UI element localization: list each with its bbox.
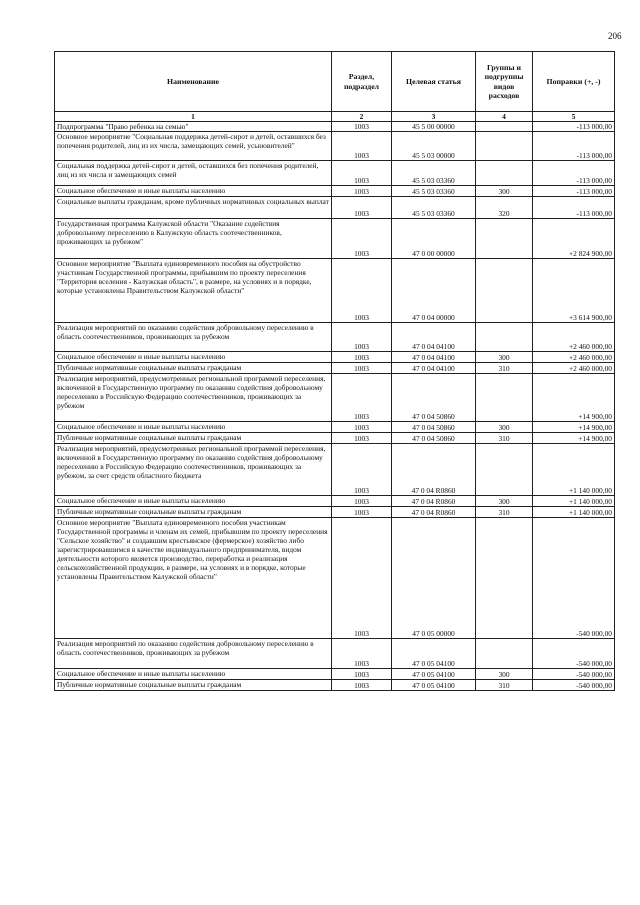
row-amendment: +1 140 000,00 — [533, 496, 615, 507]
row-section: 1003 — [332, 518, 392, 639]
row-article: 47 0 05 04100 — [392, 669, 476, 680]
row-section: 1003 — [332, 186, 392, 197]
row-section: 1003 — [332, 323, 392, 352]
table-row — [55, 496, 615, 507]
row-section: 1003 — [332, 197, 392, 219]
row-amendment: -540 000,00 — [533, 639, 615, 669]
row-name: Социальная поддержка детей-сирот и детей, оставшихся без попечения родителей, лиц из их числа и замещающих семей — [55, 161, 332, 186]
row-article: 45 5 03 03360 — [392, 161, 476, 186]
row-group — [476, 122, 533, 132]
row-amendment: +14 900,00 — [533, 433, 615, 444]
row-amendment: -113 000,00 — [533, 161, 615, 186]
table-row — [55, 374, 615, 422]
row-name: Реализация мероприятий по оказанию содействия добровольному переселению в область соотечественников, проживающих за рубежом — [55, 639, 332, 669]
row-amendment: -113 000,00 — [533, 122, 615, 132]
row-article: 47 0 04 50860 — [392, 422, 476, 433]
row-article: 45 5 03 00000 — [392, 132, 476, 161]
row-group — [476, 639, 533, 669]
row-article: 45 5 03 03360 — [392, 197, 476, 219]
row-name: Социальное обеспечение и иные выплаты населению — [55, 496, 332, 507]
row-name: Основное мероприятие "Выплата единовременного пособия участникам Государственной программы и членам их семей, прибывшим по проекту переселения "Сельское хозяйство" и создавшим крестьянское (фермерское) хозяйство либо зарегистрировавшимся в качестве индивидуального предпринимателя, видом деятельности которого является производство, переработка и реализация сельскохозяйственной продукции, в размере, на условиях и в порядке, которые установлены Правительством Калужской области" — [55, 518, 332, 639]
row-name: Публичные нормативные социальные выплаты гражданам — [55, 433, 332, 444]
row-amendment: +2 460 000,00 — [533, 363, 615, 374]
row-amendment: -540 000,00 — [533, 680, 615, 691]
row-group: 310 — [476, 680, 533, 691]
row-group: 300 — [476, 669, 533, 680]
row-name: Основное мероприятие "Социальная поддержка детей-сирот и детей, оставшихся без попечения родителей, лиц из их числа, замещающих семей, усыновителей" — [55, 132, 332, 161]
row-section: 1003 — [332, 433, 392, 444]
row-article: 47 0 04 R0860 — [392, 496, 476, 507]
row-article: 47 0 04 04100 — [392, 363, 476, 374]
row-section: 1003 — [332, 259, 392, 323]
header-section: Раздел, подраздел — [332, 52, 392, 112]
row-amendment: -113 000,00 — [533, 197, 615, 219]
column-number: 1 — [55, 112, 332, 122]
header-groups: Группы и подгруппы видов расходов — [476, 52, 533, 112]
row-article: 47 0 04 50860 — [392, 374, 476, 422]
row-section: 1003 — [332, 422, 392, 433]
table-row — [55, 259, 615, 323]
table-row — [55, 132, 615, 161]
row-section: 1003 — [332, 639, 392, 669]
row-name: Публичные нормативные социальные выплаты гражданам — [55, 680, 332, 691]
table-row — [55, 219, 615, 259]
row-article: 47 0 05 04100 — [392, 639, 476, 669]
table-row — [55, 122, 615, 132]
row-group — [476, 132, 533, 161]
table-row — [55, 197, 615, 219]
row-amendment: -113 000,00 — [533, 132, 615, 161]
table-row — [55, 433, 615, 444]
row-section: 1003 — [332, 363, 392, 374]
column-number: 2 — [332, 112, 392, 122]
table-body — [55, 122, 615, 691]
column-number: 3 — [392, 112, 476, 122]
row-amendment: +14 900,00 — [533, 374, 615, 422]
row-article: 47 0 04 R0860 — [392, 444, 476, 496]
header-amendments: Поправки (+, -) — [533, 52, 615, 112]
table-row — [55, 669, 615, 680]
row-group — [476, 518, 533, 639]
row-article: 47 0 00 00000 — [392, 219, 476, 259]
row-name: Публичные нормативные социальные выплаты гражданам — [55, 507, 332, 518]
row-group: 300 — [476, 496, 533, 507]
row-group: 310 — [476, 433, 533, 444]
row-article: 47 0 04 R0860 — [392, 507, 476, 518]
row-article: 47 0 05 04100 — [392, 680, 476, 691]
page-number: 206 — [608, 31, 622, 41]
row-name: Реализация мероприятий по оказанию содействия добровольному переселению в область соотечественников, проживающих за рубежом — [55, 323, 332, 352]
column-number: 4 — [476, 112, 533, 122]
row-name: Основное мероприятие "Выплата единовременного пособия на обустройство участникам Государственной программы, прибывшим по проекту переселения "Территория вселения - Калужская область", в размере, на условиях и в порядке, которые установлены Правительством Калужской области" — [55, 259, 332, 323]
row-section: 1003 — [332, 444, 392, 496]
row-section: 1003 — [332, 680, 392, 691]
row-amendment: -540 000,00 — [533, 518, 615, 639]
row-group — [476, 323, 533, 352]
table-row — [55, 518, 615, 639]
row-section: 1003 — [332, 161, 392, 186]
row-article: 47 0 05 00000 — [392, 518, 476, 639]
row-article: 47 0 04 04100 — [392, 323, 476, 352]
row-group: 320 — [476, 197, 533, 219]
row-group — [476, 259, 533, 323]
row-name: Социальное обеспечение и иные выплаты населению — [55, 352, 332, 363]
row-group: 300 — [476, 352, 533, 363]
row-amendment: +2 824 900,00 — [533, 219, 615, 259]
table-row — [55, 444, 615, 496]
table-row — [55, 639, 615, 669]
row-group: 310 — [476, 363, 533, 374]
row-section: 1003 — [332, 496, 392, 507]
table-row — [55, 352, 615, 363]
row-section: 1003 — [332, 669, 392, 680]
row-name: Реализация мероприятий, предусмотренных региональной программой переселения, включенной в Государственную программу по оказанию содействия добровольному переселению в Российскую Федерацию соотечественников, проживающих за рубежом, за счет средств областного бюджета — [55, 444, 332, 496]
row-article: 45 5 00 00000 — [392, 122, 476, 132]
row-name: Подпрограмма "Право ребенка на семью" — [55, 122, 332, 132]
row-section: 1003 — [332, 122, 392, 132]
table-row — [55, 323, 615, 352]
row-section: 1003 — [332, 352, 392, 363]
row-group — [476, 219, 533, 259]
row-amendment: -540 000,00 — [533, 669, 615, 680]
row-name: Социальное обеспечение и иные выплаты населению — [55, 186, 332, 197]
row-section: 1003 — [332, 374, 392, 422]
row-name: Социальные выплаты гражданам, кроме публичных нормативных социальных выплат — [55, 197, 332, 219]
row-amendment: +1 140 000,00 — [533, 507, 615, 518]
row-amendment: -113 000,00 — [533, 186, 615, 197]
row-section: 1003 — [332, 507, 392, 518]
table-row — [55, 507, 615, 518]
row-group: 300 — [476, 422, 533, 433]
table-row — [55, 363, 615, 374]
row-amendment: +1 140 000,00 — [533, 444, 615, 496]
row-name: Государственная программа Калужской области "Оказание содействия добровольному переселению в Калужскую область соотечественников, проживающих за рубежом" — [55, 219, 332, 259]
amendments-table — [54, 51, 615, 691]
table-row — [55, 680, 615, 691]
row-group — [476, 374, 533, 422]
row-section: 1003 — [332, 219, 392, 259]
row-name: Реализация мероприятий, предусмотренных региональной программой переселения, включенной в Государственную программу по оказанию содействия добровольному переселению в Российскую Федерацию соотечественников, проживающих за рубежом — [55, 374, 332, 422]
row-group — [476, 444, 533, 496]
header-name: Наименование — [55, 52, 332, 112]
row-amendment: +3 614 900,00 — [533, 259, 615, 323]
row-group: 310 — [476, 507, 533, 518]
row-name: Публичные нормативные социальные выплаты гражданам — [55, 363, 332, 374]
row-amendment: +2 460 000,00 — [533, 352, 615, 363]
column-number: 5 — [533, 112, 615, 122]
row-amendment: +2 460 000,00 — [533, 323, 615, 352]
row-group — [476, 161, 533, 186]
table-row — [55, 161, 615, 186]
header-article: Целевая статья — [392, 52, 476, 112]
row-name: Социальное обеспечение и иные выплаты населению — [55, 422, 332, 433]
row-name: Социальное обеспечение и иные выплаты населению — [55, 669, 332, 680]
table-row — [55, 422, 615, 433]
row-section: 1003 — [332, 132, 392, 161]
row-article: 47 0 04 04100 — [392, 352, 476, 363]
row-article: 45 5 03 03360 — [392, 186, 476, 197]
table-row — [55, 186, 615, 197]
row-article: 47 0 04 50860 — [392, 433, 476, 444]
row-group: 300 — [476, 186, 533, 197]
row-article: 47 0 04 00000 — [392, 259, 476, 323]
row-amendment: +14 900,00 — [533, 422, 615, 433]
